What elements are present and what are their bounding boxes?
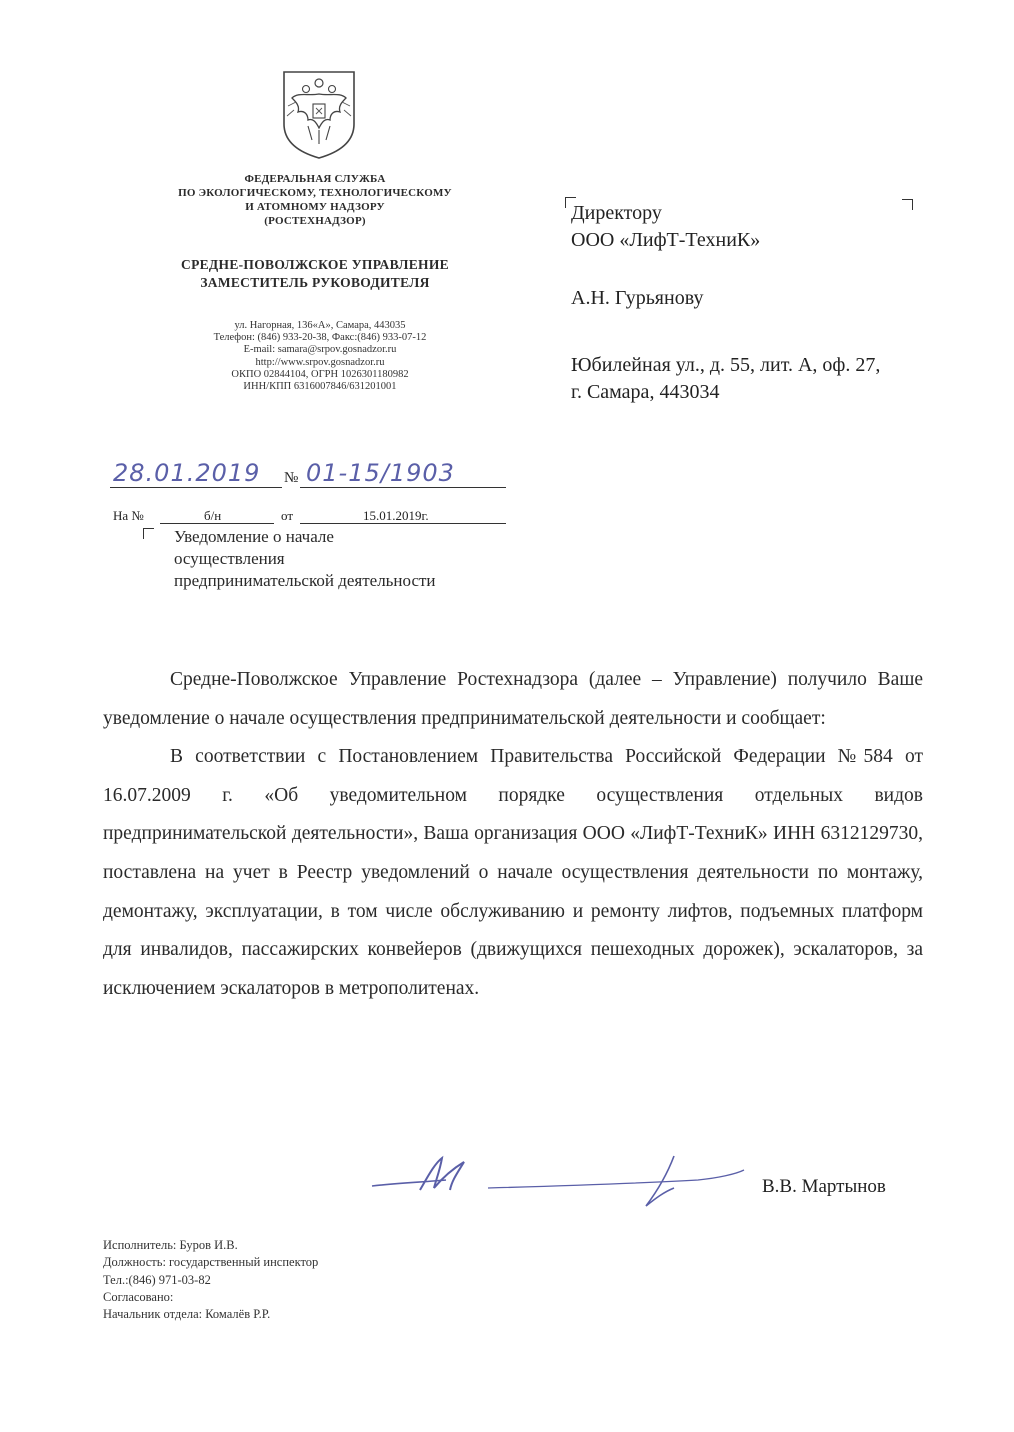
agency-line: ПО ЭКОЛОГИЧЕСКОМУ, ТЕХНОЛОГИЧЕСКОМУ — [178, 187, 452, 199]
handwritten-signature — [368, 1150, 748, 1220]
contact-line: ОКПО 02844104, ОГРН 1026301180982 — [231, 368, 409, 380]
footer-line: Исполнитель: Буров И.В. — [103, 1238, 238, 1252]
agency-line: И АТОМНОМУ НАДЗОРУ — [245, 201, 385, 213]
subject-corner-mark — [143, 528, 154, 539]
recipient-address-line2: г. Самара, 443034 — [571, 381, 720, 403]
contact-line: ул. Нагорная, 136«А», Самара, 443035 — [234, 320, 406, 331]
subject-block — [174, 526, 436, 592]
agency-line: (РОСТЕХНАДЗОР) — [264, 215, 366, 227]
footer-line: Согласовано: — [103, 1289, 174, 1304]
contact-line: ИНН/КПП 6316007846/631201001 — [243, 381, 397, 393]
reference-number: б/н — [204, 508, 222, 523]
department-name — [150, 256, 480, 292]
dept-line: СРЕДНЕ-ПОВОЛЖСКОЕ УПРАВЛЕНИЕ — [181, 257, 449, 272]
body-paragraph-2: В соответствии с Постановлением Правительства Российской Федерации №584 от 16.07.2009 г. «Об уведомительном порядке осуществления отдельных видов предпринимательской деятельности», Ваша организация ООО «ЛифТ-ТехниК» ИНН 6312129730, поставлена на учет в Реестр уведомлений о начале осуществления деятельности по монтажу, демонтажу, эксплуатации, в том числе обслуживанию и ремонту лифтов, подъемных платформ для инвалидов, пассажирских конвейеров (движущихся пешеходных дорожек), эскалаторов, за исключением эскалаторов в метрополитенах. — [103, 746, 923, 999]
contact-line: Телефон: (846) 933-20-38, Факс:(846) 933-07-12 — [213, 332, 427, 344]
agency-name — [150, 172, 480, 228]
reference-date-underline — [300, 523, 506, 524]
recipient-address-line1: Юбилейная ул., д. 55, лит. А, оф. 27, — [571, 354, 881, 376]
corner-mark-top-right — [902, 199, 913, 210]
subject-line: предпринимательской деятельности — [174, 571, 436, 590]
letter-body — [103, 661, 923, 1008]
reference-from-label: от — [281, 508, 294, 523]
executor-block — [103, 1237, 318, 1323]
date-underline — [110, 487, 282, 488]
reference-date: 15.01.2019г. — [363, 508, 429, 523]
number-sign: № — [284, 470, 299, 486]
footer-line: Тел.:(846) 971-03-82 — [103, 1272, 211, 1287]
footer-line: Должность: государственный инспектор — [103, 1255, 319, 1270]
registration-date: 28.01.2019 — [113, 459, 261, 487]
contact-line: E-mail: samara@srpov.gosnadzor.ru — [243, 344, 397, 356]
agency-line: ФЕДЕРАЛЬНАЯ СЛУЖБА — [244, 173, 386, 185]
coat-of-arms-emblem — [278, 66, 360, 162]
footer-line: Начальник отдела: Комалёв Р.Р. — [103, 1307, 271, 1322]
reference-number-underline — [160, 523, 274, 524]
body-paragraph-1: Средне-Поволжское Управление Ростехнадзора (далее – Управление) получило Ваше уведомление о начале осуществления предпринимательской деятельности и сообщает: — [103, 669, 923, 729]
signer-name: В.В. Мартынов — [762, 1176, 886, 1197]
recipient-name: А.Н. Гурьянову — [571, 287, 704, 309]
recipient-company: ООО «ЛифТ-ТехниК» — [571, 229, 761, 251]
registration-number: 01-15/1903 — [306, 459, 455, 487]
contact-block — [170, 320, 470, 393]
number-underline — [300, 487, 506, 488]
reference-label: На № — [113, 508, 144, 523]
subject-line: Уведомление о начале — [174, 527, 334, 546]
dept-line: ЗАМЕСТИТЕЛЬ РУКОВОДИТЕЛЯ — [200, 275, 430, 290]
subject-line: осуществления — [174, 549, 285, 568]
contact-line: http://www.srpov.gosnadzor.ru — [255, 356, 385, 368]
recipient-position: Директору — [571, 202, 662, 224]
